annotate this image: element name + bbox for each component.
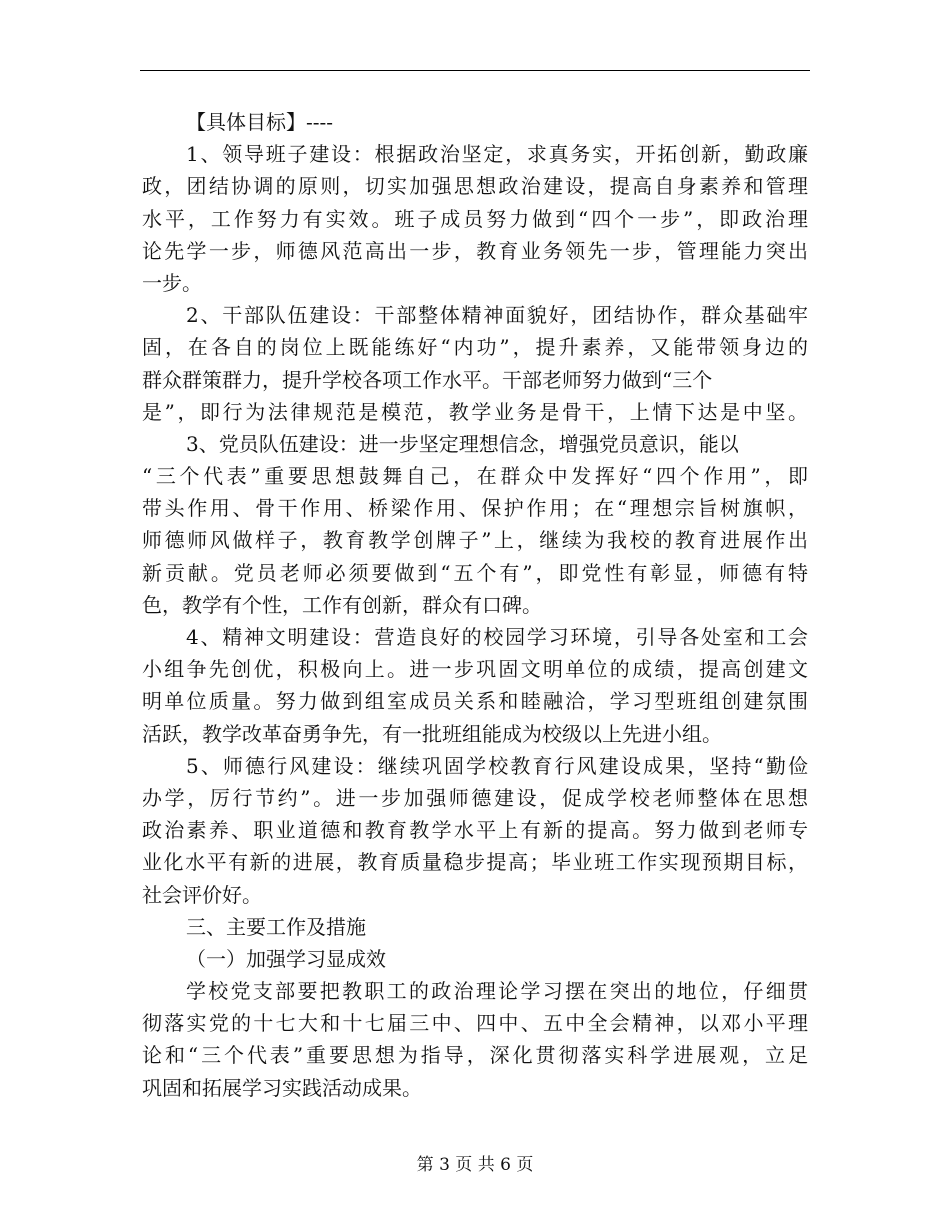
page-footer: 第 3 页 共 6 页 [416, 1155, 534, 1175]
section-heading: 三、主要工作及措施 [186, 914, 366, 939]
text-line: 一步。 [142, 270, 202, 295]
text-line: 固，在各自的岗位上既能练好“内功”，提升素养，又能带领身边的 [142, 335, 808, 360]
text-line: 论和“三个代表”重要思想为指导，深化贯彻落实科学进展观，立足 [142, 1043, 808, 1068]
text-line: 明单位质量。努力做到组室成员关系和睦融洽，学习型班组创建氛围 [142, 689, 808, 714]
text-line: 办学，厉行节约”。进一步加强师德建设，促成学校老师整体在思想 [142, 785, 808, 810]
text-line: 新贡献。党员老师必须要做到“五个有”，即党性有彰显，师德有特 [142, 560, 808, 585]
text-line: 巩固和拓展学习实践活动成果。 [142, 1075, 422, 1100]
text-line: 论先学一步，师德风范高出一步，教育业务领先一步，管理能力突出 [142, 238, 808, 263]
text-line: 小组争先创优，积极向上。进一步巩固文明单位的成绩，提高创建文 [142, 657, 808, 682]
text-line: 3、党员队伍建设：进一步坚定理想信念，增强党员意识，能以 [186, 431, 739, 456]
text-line: 学校党支部要把教职工的政治理论学习摆在突出的地位，仔细贯 [186, 979, 808, 1004]
text-line: 是”，即行为法律规范是模范，教学业务是骨干，上情下达是中坚。 [142, 399, 808, 424]
text-line: 5、师德行风建设：继续巩固学校教育行风建设成果，坚持“勤俭 [186, 753, 808, 778]
text-line: 业化水平有新的进展，教育质量稳步提高；毕业班工作实现预期目标， [142, 850, 808, 875]
text-line: 2、干部队伍建设：干部整体精神面貌好，团结协作，群众基础牢 [186, 303, 808, 328]
text-line: 【具体目标】---- [186, 110, 334, 134]
text-line: 师德师风做样子，教育教学创牌子”上，继续为我校的教育进展作出 [142, 528, 808, 553]
text-line: 彻落实党的十七大和十七届三中、四中、五中全会精神，以邓小平理 [142, 1011, 808, 1036]
text-line: 带头作用、骨干作用、桥梁作用、保护作用；在“理想宗旨树旗帜， [142, 496, 808, 521]
text-line: 4、精神文明建设：营造良好的校园学习环境，引导各处室和工会 [186, 625, 808, 649]
header-rule [140, 70, 810, 71]
text-line: 群众群策群力，提升学校各项工作水平。干部老师努力做到“三个 [142, 367, 713, 392]
text-line: 色，教学有个性，工作有创新，群众有口碑。 [142, 592, 542, 617]
subsection-heading: （一）加强学习显成效 [186, 946, 386, 971]
document-body [142, 106, 808, 1104]
text-line: “三个代表”重要思想鼓舞自己，在群众中发挥好“四个作用”，即 [142, 464, 808, 489]
text-line: 活跃，教学改革奋勇争先，有一批班组能成为校级以上先进小组。 [142, 721, 722, 746]
text-line: 水平，工作努力有实效。班子成员努力做到“四个一步”，即政治理 [142, 206, 808, 231]
text-line: 政治素养、职业道德和教育教学水平上有新的提高。努力做到老师专 [142, 818, 808, 843]
text-line: 1、领导班子建设：根据政治坚定，求真务实，开拓创新，勤政廉 [186, 142, 808, 167]
text-line: 政，团结协调的原则，切实加强思想政治建设，提高自身素养和管理 [142, 174, 808, 199]
text-line: 社会评价好。 [142, 882, 262, 907]
